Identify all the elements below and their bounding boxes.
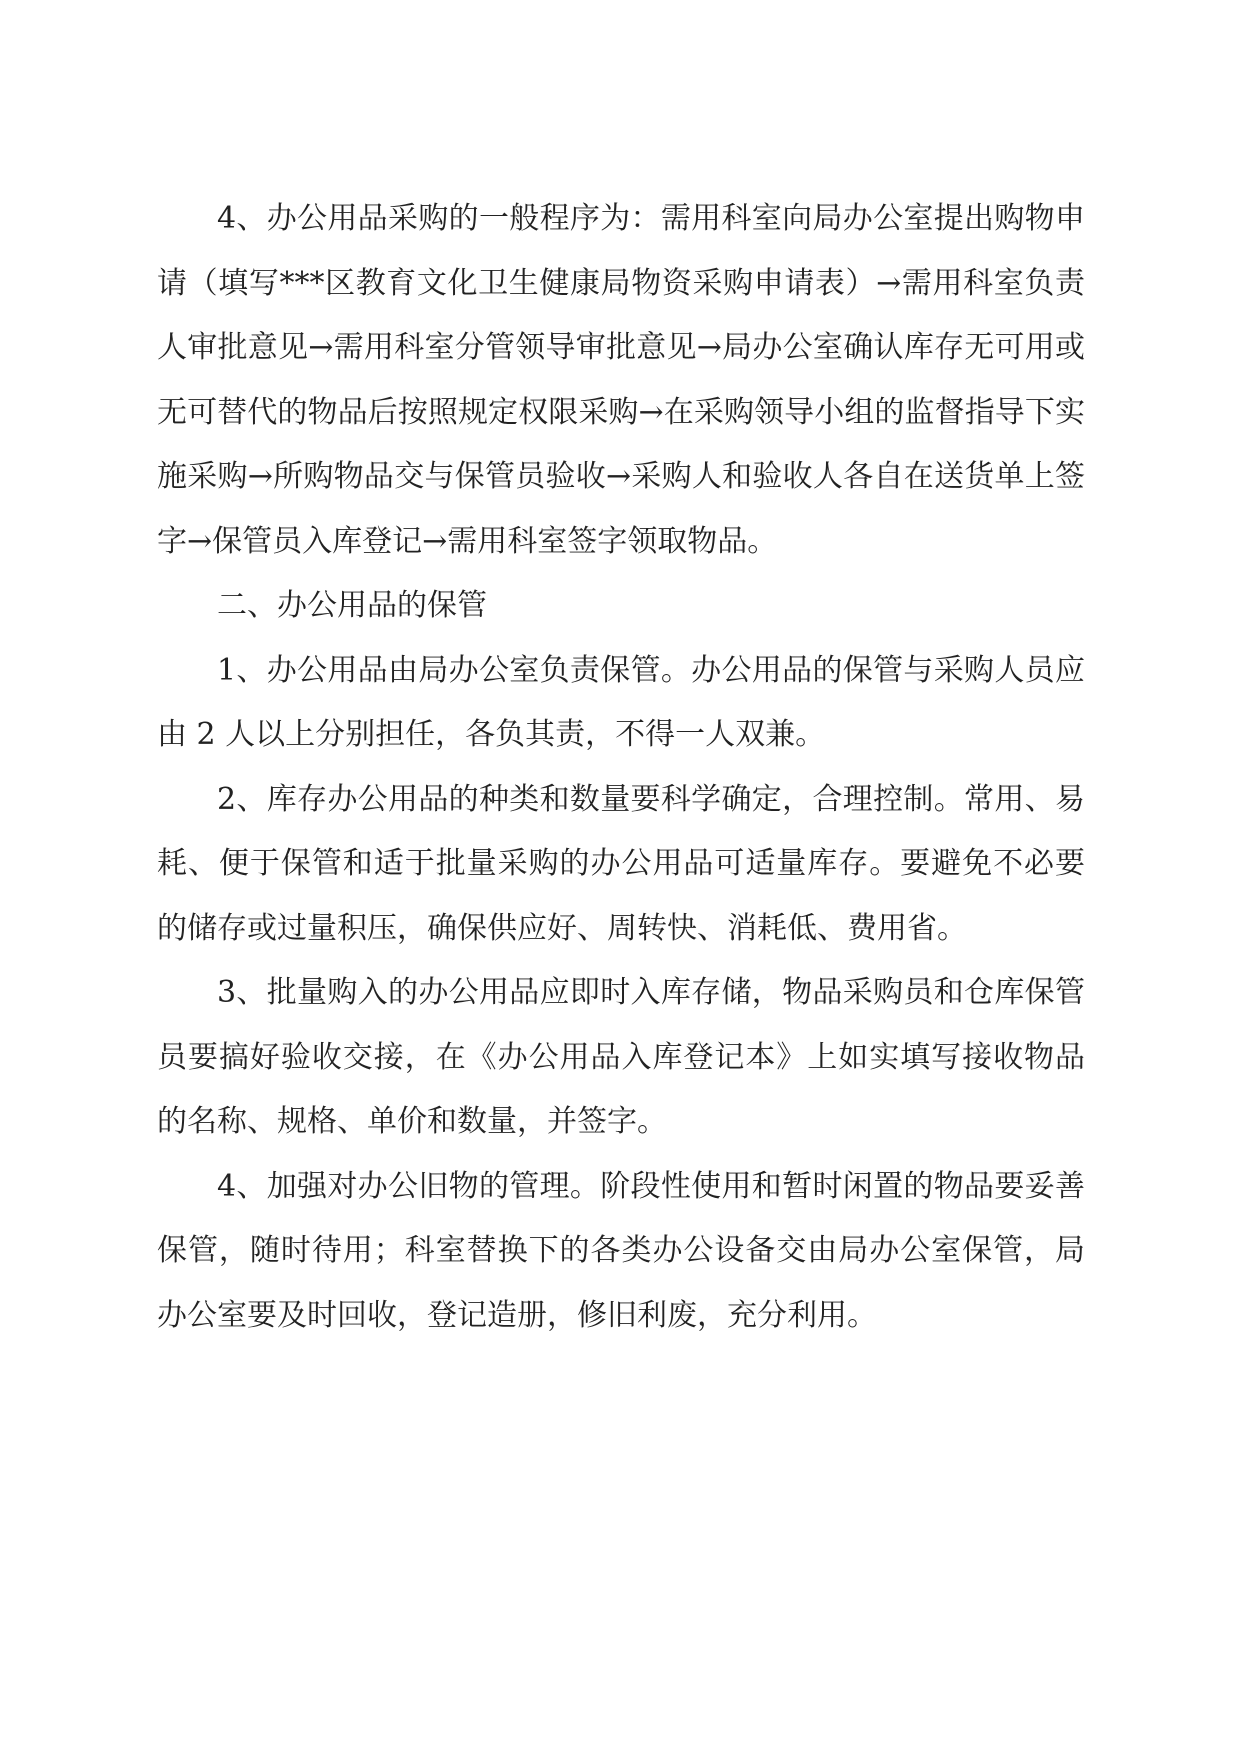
paragraph-bulk-intake: 3、批量购入的办公用品应即时入库存储，物品采购员和仓库保管员要搞好验收交接，在《办公用品入库登记本》上如实填写接收物品的名称、规格、单价和数量，并签字。 (157, 975, 1085, 1139)
section-heading-storage: 二、办公用品的保管 (217, 588, 487, 623)
document-body (157, 187, 1085, 1348)
paragraph-inventory-control: 2、库存办公用品的种类和数量要科学确定，合理控制。常用、易耗、便于保管和适于批量采购的办公用品可适量库存。要避免不必要的储存或过量积压，确保供应好、周转快、消耗低、费用省。 (157, 781, 1085, 946)
paragraph-procurement-procedure: 4、办公用品采购的一般程序为：需用科室向局办公室提出购物申请（填写***区教育文化卫生健康局物资采购申请表）→需用科室负责人审批意见→需用科室分管领导审批意见→局办公室确认库存无可用或无可替代的物品后按照规定权限采购→在采购领导小组的监督指导下实施采购→所购物品交与保管员验收→采购人和验收人各自在送货单上签字→保管员入库登记→需用科室签字领取物品。 (157, 201, 1085, 559)
paragraph-old-items-management: 4、加强对办公旧物的管理。阶段性使用和暂时闲置的物品要妥善保管，随时待用；科室替换下的各类办公设备交由局办公室保管，局办公室要及时回收，登记造册，修旧利废，充分利用。 (157, 1168, 1085, 1333)
paragraph-storage-responsibility: 1、办公用品由局办公室负责保管。办公用品的保管与采购人员应由 2 人以上分别担任，各负其责，不得一人双兼。 (157, 652, 1085, 752)
